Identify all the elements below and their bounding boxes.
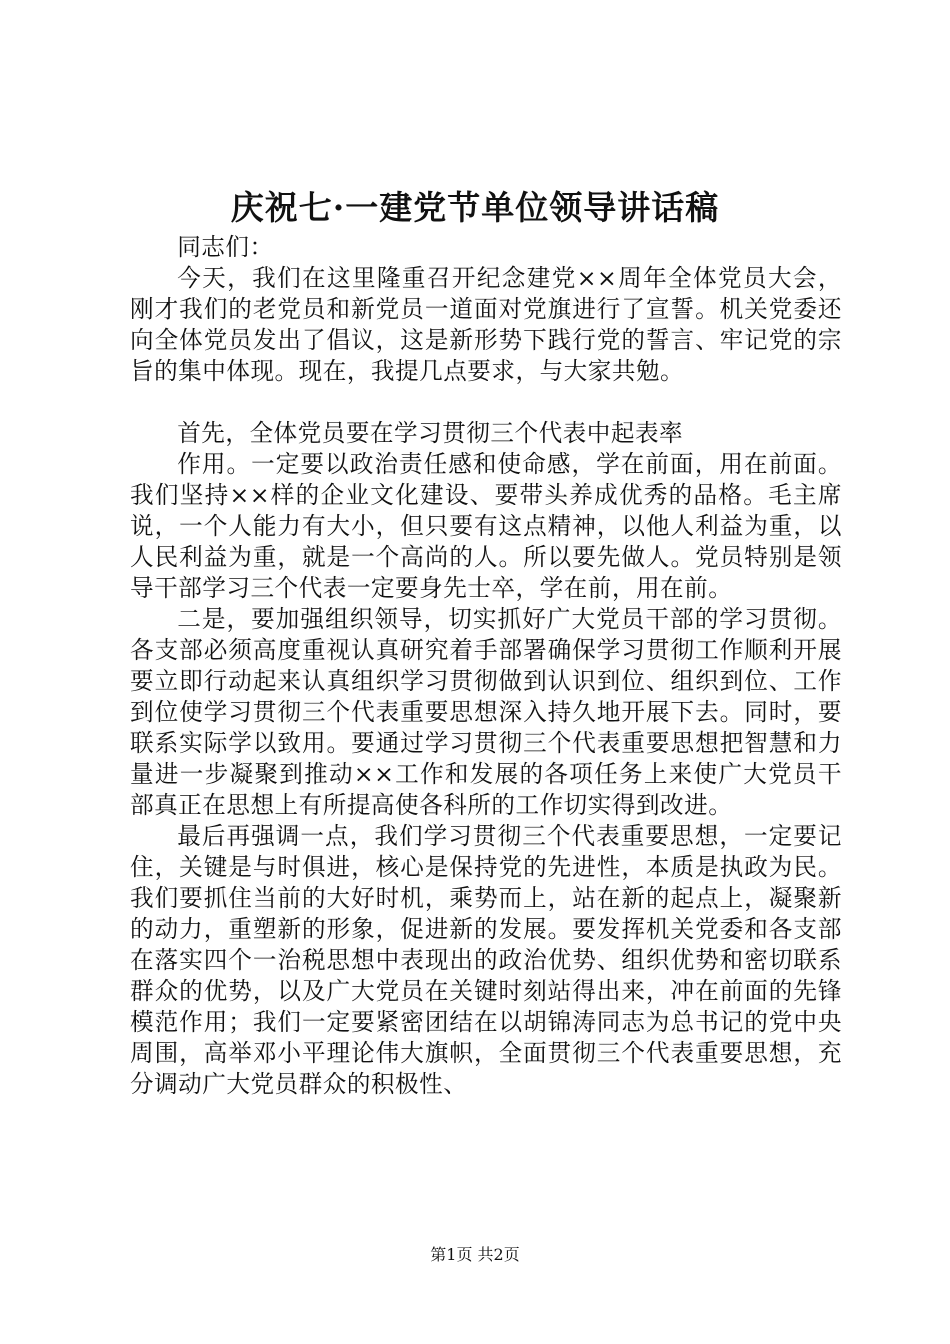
paragraph-opening: 今天，我们在这里隆重召开纪念建党××周年全体党员大会，刚才我们的老党员和新党员一道面对党旗进行了宣誓。机关党委还向全体党员发出了倡议，这是新形势下践行党的誓言、牢记党的宗旨的集中体现。现在，我提几点要求，与大家共勉。 bbox=[130, 264, 842, 385]
document-body bbox=[130, 232, 842, 1100]
paragraph-gap bbox=[130, 387, 842, 418]
salutation: 同志们： bbox=[177, 233, 274, 261]
document-title: 庆祝七·一建党节单位领导讲话稿 bbox=[230, 188, 720, 227]
paragraph-second-point: 二是，要加强组织领导，切实抓好广大党员干部的学习贯彻。各支部必须高度重视认真研究着手部署确保学习贯彻工作顺利开展要立即行动起来认真组织学习贯彻做到认识到位、组织到位、工作到位使学习贯彻三个代表重要思想深入持久地开展下去。同时，要联系实际学以致用。要通过学习贯彻三个代表重要思想把智慧和力量进一步凝聚到推动××工作和发展的各项任务上来使广大党员干部真正在思想上有所提高使各科所的工作切实得到改进。 bbox=[130, 605, 842, 819]
paragraph-first-point: 作用。一定要以政治责任感和使命感，学在前面，用在前面。我们坚持××样的企业文化建设、要带头养成优秀的品格。毛主席说，一个人能力有大小，但只要有这点精神，以他人利益为重，以人民利益为重，就是一个高尚的人。所以要先做人。党员特别是领导干部学习三个代表一定要身先士卒，学在前，用在前。 bbox=[130, 450, 842, 602]
paragraph-first-heading: 首先，全体党员要在学习贯彻三个代表中起表率 bbox=[177, 419, 684, 447]
page-number-footer: 第1页 共2页 bbox=[430, 1245, 520, 1264]
paragraph-final-point: 最后再强调一点，我们学习贯彻三个代表重要思想，一定要记住，关键是与时俱进，核心是保持党的先进性，本质是执政为民。我们要抓住当前的大好时机，乘势而上，站在新的起点上，凝聚新的动力，重塑新的形象，促进新的发展。要发挥机关党委和各支部在落实四个一治税思想中表现出的政治优势、组织优势和密切联系群众的优势，以及广大党员在关键时刻站得出来，冲在前面的先锋模范作用；我们一定要紧密团结在以胡锦涛同志为总书记的党中央周围，高举邓小平理论伟大旗帜，全面贯彻三个代表重要思想，充分调动广大党员群众的积极性、 bbox=[130, 822, 842, 1098]
